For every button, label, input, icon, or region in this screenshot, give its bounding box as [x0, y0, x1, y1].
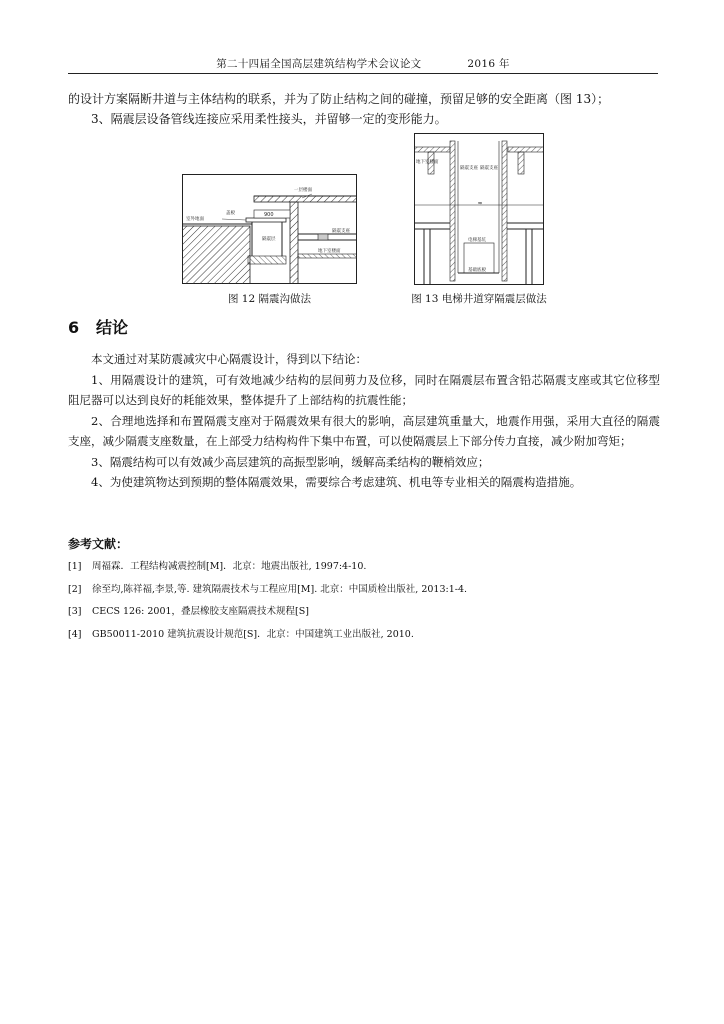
intro-line-2: 3、隔震层设备管线连接应采用柔性接头，并留够一定的变形能力。: [91, 112, 447, 126]
fig12-dimension: 900: [264, 212, 274, 218]
figure-13-drawing: [414, 133, 544, 285]
header-rule: [68, 73, 658, 74]
section-number: 6: [68, 318, 80, 337]
references-heading: 参考文献：: [68, 537, 129, 551]
reference-text: 周福霖．工程结构减震控制[M]．北京：地震出版社, 1997:4-10.: [92, 561, 367, 572]
figure-13-caption: 图 13 电梯井道穿隔震层做法: [411, 293, 547, 305]
figure-12-caption: 图 12 隔震沟做法: [227, 293, 312, 305]
fig13-label-bottom: 基础底板: [468, 268, 486, 273]
fig12-label-layer: 隔震层: [262, 237, 276, 242]
reference-number: [1]: [68, 561, 82, 572]
header-title: 第二十四届全国高层建筑结构学术会议论文: [216, 58, 422, 70]
reference-number: [3]: [68, 606, 82, 617]
references-list: [68, 556, 660, 646]
fig12-label-cover: 盖板: [226, 211, 235, 216]
fig12-label-outdoor-floor: 室外地面: [186, 217, 204, 222]
conclusion-body: [68, 349, 660, 493]
intro-line-1: 的设计方案隔断井道与主体结构的联系，并为了防止结构之间的碰撞，预留足够的安全距离（图 13）；: [68, 92, 610, 106]
fig13-label-basement-floor: 地下室楼面: [416, 160, 439, 165]
conclusion-item-2: 2、合理地选择和布置隔震支座对于隔震效果有很大的影响，高层建筑重量大，地震作用强，采用大直径的隔震支座，减少隔震支座数量，在上部受力结构构件下集中布置，可以使隔震层上下部分传力直接，减少附加弯矩；: [68, 413, 660, 448]
reference-number: [2]: [68, 583, 82, 595]
header-year: 2016 年: [467, 58, 510, 70]
reference-text: CECS 126: 2001，叠层橡胶支座隔震技术规程[S]: [92, 606, 309, 617]
section-heading: [68, 315, 128, 338]
fig13-label-gap-left: 隔震支座: [460, 166, 478, 171]
fig12-label-top-floor: 一层楼面: [294, 188, 312, 193]
running-header: [68, 56, 658, 71]
fig12-label-basement: 地下室楼面: [318, 249, 341, 254]
reference-item: [68, 556, 660, 579]
reference-number: [4]: [68, 628, 82, 640]
figure-12-drawing: [182, 174, 357, 284]
reference-item: [68, 579, 660, 602]
reference-text: GB50011-2010 建筑抗震设计规范[S]．北京：中国建筑工业出版社, 2010.: [92, 628, 414, 640]
reference-item: [68, 601, 660, 624]
fig13-label-gap-right: 隔震支座: [480, 166, 498, 171]
conclusion-item-1: 1、用隔震设计的建筑，可有效地减少结构的层间剪力及位移，同时在隔震层布置含铅芯隔震支座或其它位移型阻尼器可以达到良好的耗能效果，整体提升了上部结构的抗震性能；: [68, 372, 660, 407]
conclusion-item-4: 4、为使建筑物达到预期的整体隔震效果，需要综合考虑建筑、机电等专业相关的隔震构造措施。: [91, 475, 582, 489]
conclusion-intro: 本文通过对某防震减灾中心隔震设计，得到以下结论：: [91, 352, 367, 366]
svg-text:≈: ≈: [477, 200, 483, 207]
fig13-label-pit: 电梯基坑: [468, 238, 486, 243]
fig12-label-isolator: 隔震支座: [332, 229, 350, 234]
section-title: 结论: [96, 318, 129, 337]
reference-item: [68, 624, 660, 647]
reference-text: 徐至均,陈祥福,李景,等. 建筑隔震技术与工程应用[M]. 北京：中国质检出版社, 2013:1-4.: [92, 583, 468, 595]
conclusion-item-3: 3、隔震结构可以有效减少高层建筑的高振型影响，缓解高柔结构的鞭梢效应；: [91, 454, 490, 469]
